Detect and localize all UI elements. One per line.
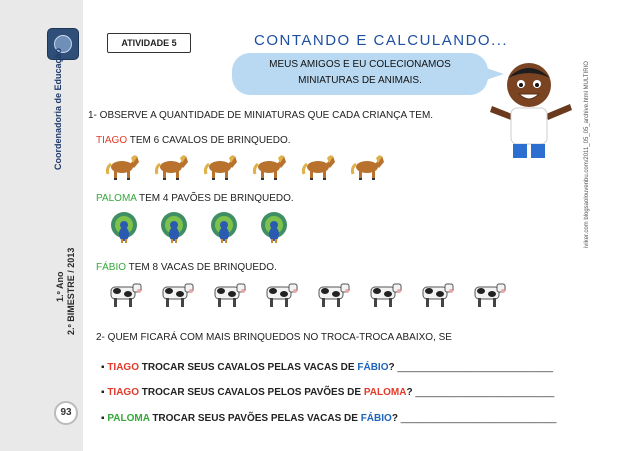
cow-icon [417,279,455,309]
bullet-marker: ▪ [101,413,108,424]
boy-illustration [484,58,574,158]
bullet-marker: ▪ [101,387,108,398]
cow-icon [469,279,507,309]
answer-blank[interactable]: _________________________ [415,387,555,398]
paloma-text: TEM 4 PAVÕES DE BRINQUEDO. [136,193,294,204]
cow-icon [261,279,299,309]
speech-line-2: MINIATURAS DE ANIMAIS. [298,75,422,86]
paloma-name: PALOMA [96,193,137,204]
question-2: 2- QUEM FICARÁ COM MAIS BRINQUEDOS NO TROCA-TROCA ABAIXO, SE [96,332,452,343]
tiago-line [96,135,291,146]
speech-bubble [232,53,488,95]
trade-object: FÁBIO [360,413,392,424]
cow-row [105,279,507,309]
tiago-text: TEM 6 CAVALOS DE BRINQUEDO. [127,135,291,146]
trade-middle: TROCAR SEUS CAVALOS PELAS VACAS DE [139,362,358,373]
trade-question-1 [101,362,553,373]
peacock-row [107,211,291,243]
trade-subject: TIAGO [107,387,139,398]
trade-subject: PALOMA [107,413,150,424]
trade-end: ? [406,387,416,398]
trade-subject: TIAGO [107,362,139,373]
page-title: CONTANDO E CALCULANDO... [254,32,509,49]
peacock-icon [157,211,191,243]
cow-icon [365,279,403,309]
trade-end: ? [391,413,401,424]
peacock-icon [207,211,241,243]
page-number: 93 [54,401,78,425]
activity-badge: ATIVIDADE 5 [107,33,191,53]
trade-middle: TROCAR SEUS CAVALOS PELOS PAVÕES DE [139,387,364,398]
sidebar [0,0,83,451]
fabio-text: TEM 8 VACAS DE BRINQUEDO. [126,262,277,273]
peacock-icon [257,211,291,243]
trade-question-2 [101,387,554,398]
trade-end: ? [388,362,398,373]
horse-icon [251,152,287,182]
trade-question-3 [101,413,556,424]
tiago-name: TIAGO [96,135,128,146]
answer-blank[interactable]: ____________________________ [397,362,554,373]
answer-blank[interactable]: ____________________________ [400,413,557,424]
cow-icon [209,279,247,309]
horse-icon [202,152,238,182]
cow-icon [313,279,351,309]
paloma-line [96,193,294,204]
cow-icon [157,279,195,309]
trade-object: FÁBIO [357,362,389,373]
horse-icon [153,152,189,182]
bullet-marker: ▪ [101,362,108,373]
image-credits: iviker.com blogsaolouvenbu.com/2011_05_05_archive.html MULTIRIO [584,61,590,248]
fabio-line [96,262,277,273]
fabio-name: FÁBIO [96,262,127,273]
cow-icon [105,279,143,309]
horse-icon [300,152,336,182]
horse-icon [349,152,385,182]
horse-row [104,152,385,182]
school-year-label: 1.º Ano [55,271,65,302]
speech-line-1: MEUS AMIGOS E EU COLECIONAMOS [269,59,451,70]
city-crest-logo [47,28,79,60]
trade-object: PALOMA [363,387,407,398]
trade-middle: TROCAR SEUS PAVÕES PELAS VACAS DE [149,413,361,424]
peacock-icon [107,211,141,243]
coordination-label: Coordenadoria de Educação [53,47,63,170]
bimester-label: 2.º BIMESTRE / 2013 [66,247,76,335]
horse-icon [104,152,140,182]
question-1: 1- OBSERVE A QUANTIDADE DE MINIATURAS QUE CADA CRIANÇA TEM. [88,110,434,121]
